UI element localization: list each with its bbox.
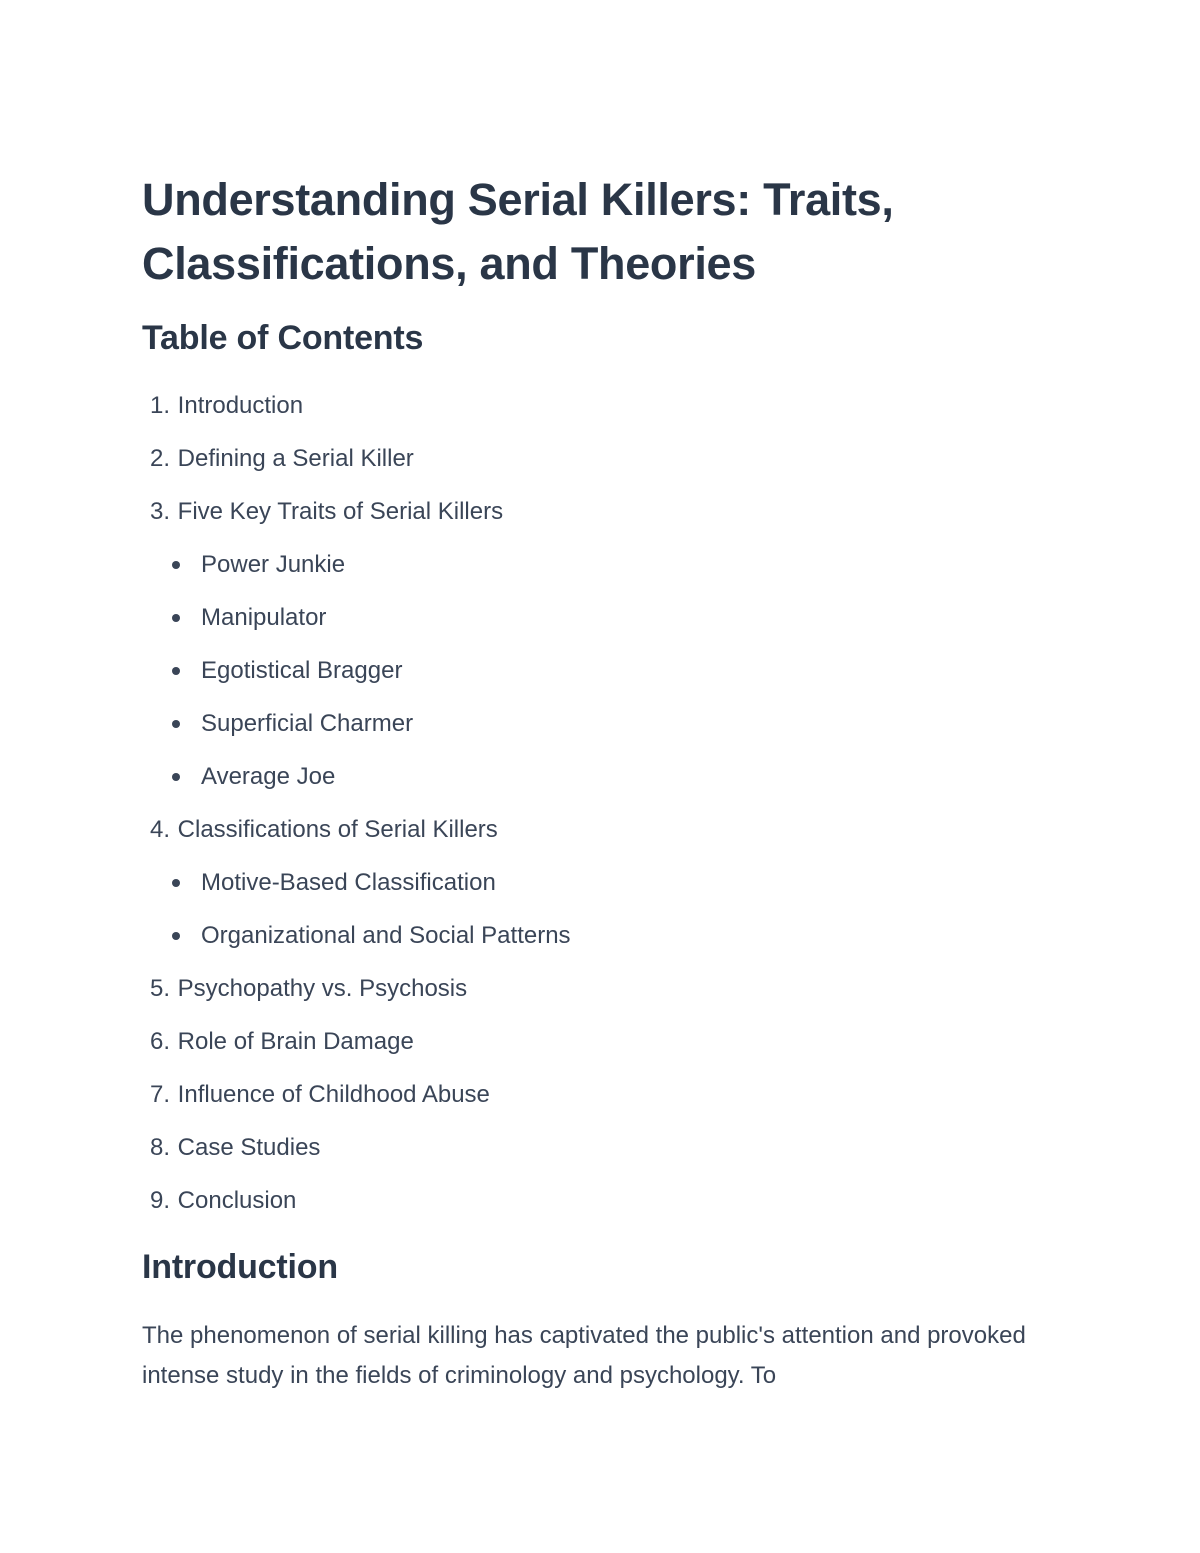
toc-item-psychopathy[interactable] xyxy=(142,974,467,1004)
toc-item-case-studies[interactable] xyxy=(142,1133,320,1163)
toc-heading: Table of Contents xyxy=(142,319,424,357)
toc-label: Conclusion xyxy=(177,1187,297,1214)
toc-number: 9. xyxy=(149,1187,170,1214)
toc-number: 8. xyxy=(149,1134,170,1161)
toc-number: 5. xyxy=(149,975,170,1002)
toc-label: Role of Brain Damage xyxy=(177,1028,414,1055)
toc-sublabel: Motive-Based Classification xyxy=(201,869,496,896)
bullet-icon xyxy=(172,614,180,622)
toc-label: Defining a Serial Killer xyxy=(177,445,414,472)
toc-label: Psychopathy vs. Psychosis xyxy=(177,975,468,1002)
introduction-heading: Introduction xyxy=(142,1248,338,1286)
toc-number: 6. xyxy=(149,1028,170,1055)
toc-number: 4. xyxy=(149,816,170,843)
toc-sublabel: Average Joe xyxy=(201,763,336,790)
bullet-icon xyxy=(172,932,180,940)
toc-item-defining[interactable] xyxy=(142,444,414,474)
bullet-icon xyxy=(172,561,180,569)
toc-item-childhood-abuse[interactable] xyxy=(142,1080,490,1110)
toc-label: Five Key Traits of Serial Killers xyxy=(177,498,504,525)
toc-label: Classifications of Serial Killers xyxy=(177,816,498,843)
toc-number: 7. xyxy=(149,1081,170,1108)
toc-sublabel: Organizational and Social Patterns xyxy=(201,922,571,949)
toc-number: 3. xyxy=(149,498,170,525)
bullet-icon xyxy=(172,773,180,781)
toc-sublabel: Power Junkie xyxy=(201,551,346,578)
introduction-paragraph: The phenomenon of serial killing has captivated the public's attention and provoked intense study in the fields of criminology and psychology. To xyxy=(142,1322,1026,1389)
toc-label: Introduction xyxy=(177,392,304,419)
toc-item-conclusion[interactable] xyxy=(142,1186,296,1216)
toc-item-traits[interactable] xyxy=(142,497,503,527)
toc-item-brain-damage[interactable] xyxy=(142,1027,414,1057)
toc-label: Case Studies xyxy=(177,1134,321,1161)
toc-number: 1. xyxy=(149,392,170,419)
toc-sublabel: Manipulator xyxy=(201,604,327,631)
bullet-icon xyxy=(172,667,180,675)
toc-label: Influence of Childhood Abuse xyxy=(177,1081,490,1108)
toc-sublabel: Egotistical Bragger xyxy=(201,657,403,684)
toc-item-introduction[interactable] xyxy=(142,391,303,421)
toc-sublabel: Superficial Charmer xyxy=(201,710,414,737)
bullet-icon xyxy=(172,720,180,728)
document-title: Understanding Serial Killers: Traits, Classifications, and Theories xyxy=(142,174,894,289)
bullet-icon xyxy=(172,879,180,887)
toc-number: 2. xyxy=(149,445,170,472)
toc-item-classifications[interactable] xyxy=(142,815,498,845)
